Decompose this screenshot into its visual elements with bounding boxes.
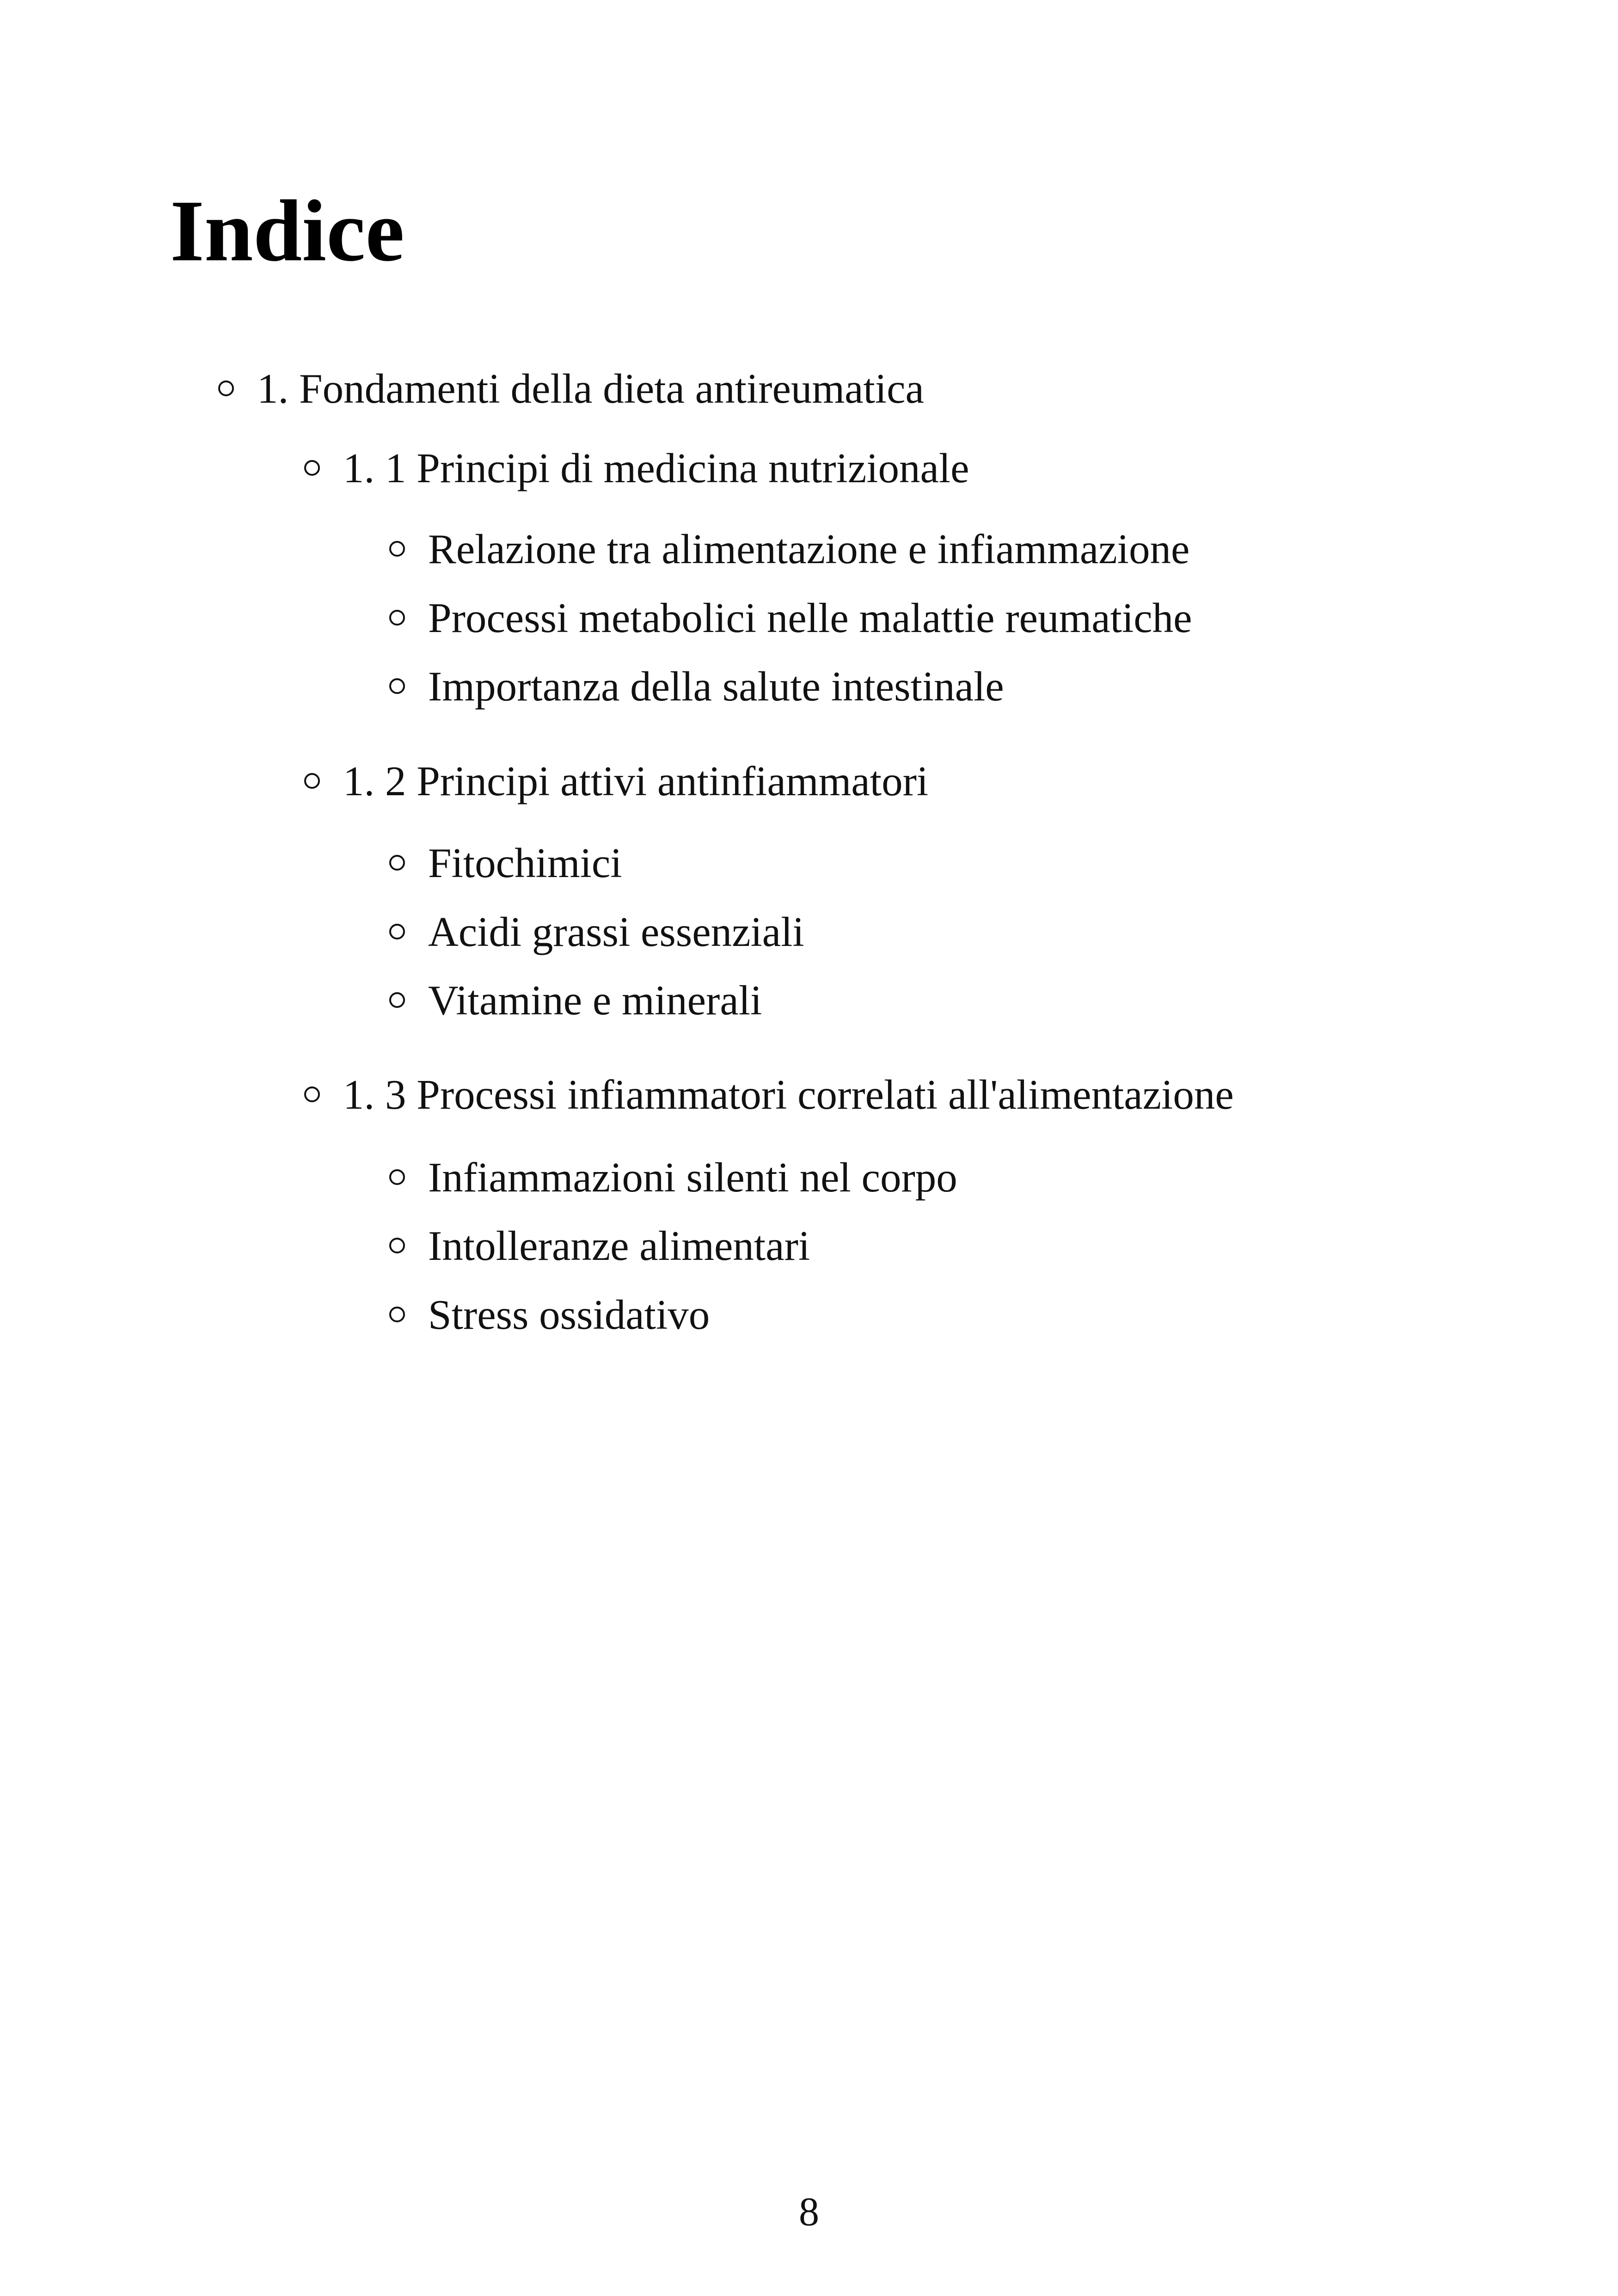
toc-item[interactable] [389,590,1192,645]
toc-item[interactable] [389,972,762,1028]
toc-entry-label: Processi metabolici nelle malattie reumatiche [428,594,1192,641]
toc-item[interactable] [389,658,1004,714]
circle-bullet-icon [389,678,405,694]
circle-bullet-icon [389,541,405,557]
toc-entry-label: Importanza della salute intestinale [428,663,1004,710]
circle-bullet-icon [389,1169,405,1185]
toc-item[interactable] [389,1218,810,1273]
circle-bullet-icon [304,1087,320,1102]
circle-bullet-icon [389,924,405,939]
toc-chapter-1[interactable] [218,361,924,416]
toc-entry-label: Fitochimici [428,839,622,886]
toc-entry-label: Vitamine e minerali [428,976,762,1024]
toc-entry-label: 1. Fondamenti della dieta antireumatica [257,365,924,412]
circle-bullet-icon [389,1307,405,1322]
toc-section-1-2[interactable] [304,753,928,809]
toc-entry-label: 1. 3 Processi infiammatori correlati all'alimentazione [343,1071,1234,1118]
circle-bullet-icon [389,855,405,871]
circle-bullet-icon [389,1238,405,1253]
toc-entry-label: Stress ossidativo [428,1291,710,1338]
toc-section-1-3[interactable] [304,1067,1234,1122]
page-title: Indice [170,183,404,280]
toc-entry-label: Infiammazioni silenti nel corpo [428,1154,957,1201]
circle-bullet-icon [389,992,405,1008]
toc-section-1-1[interactable] [304,440,969,496]
circle-bullet-icon [304,773,320,789]
toc-entry-label: Intolleranze alimentari [428,1222,810,1269]
circle-bullet-icon [304,460,320,476]
toc-item[interactable] [389,904,804,959]
toc-entry-label: Acidi grassi essenziali [428,908,804,955]
toc-item[interactable] [389,835,622,890]
toc-entry-label: 1. 2 Principi attivi antinfiammatori [343,757,929,804]
circle-bullet-icon [389,610,405,626]
toc-item[interactable] [389,1287,710,1342]
circle-bullet-icon [218,381,234,396]
toc-entry-label: 1. 1 Principi di medicina nutrizionale [343,444,969,491]
toc-item[interactable] [389,1149,957,1205]
toc-item[interactable] [389,521,1189,577]
page-number: 8 [799,2190,819,2235]
toc-entry-label: Relazione tra alimentazione e infiammazione [428,525,1190,572]
